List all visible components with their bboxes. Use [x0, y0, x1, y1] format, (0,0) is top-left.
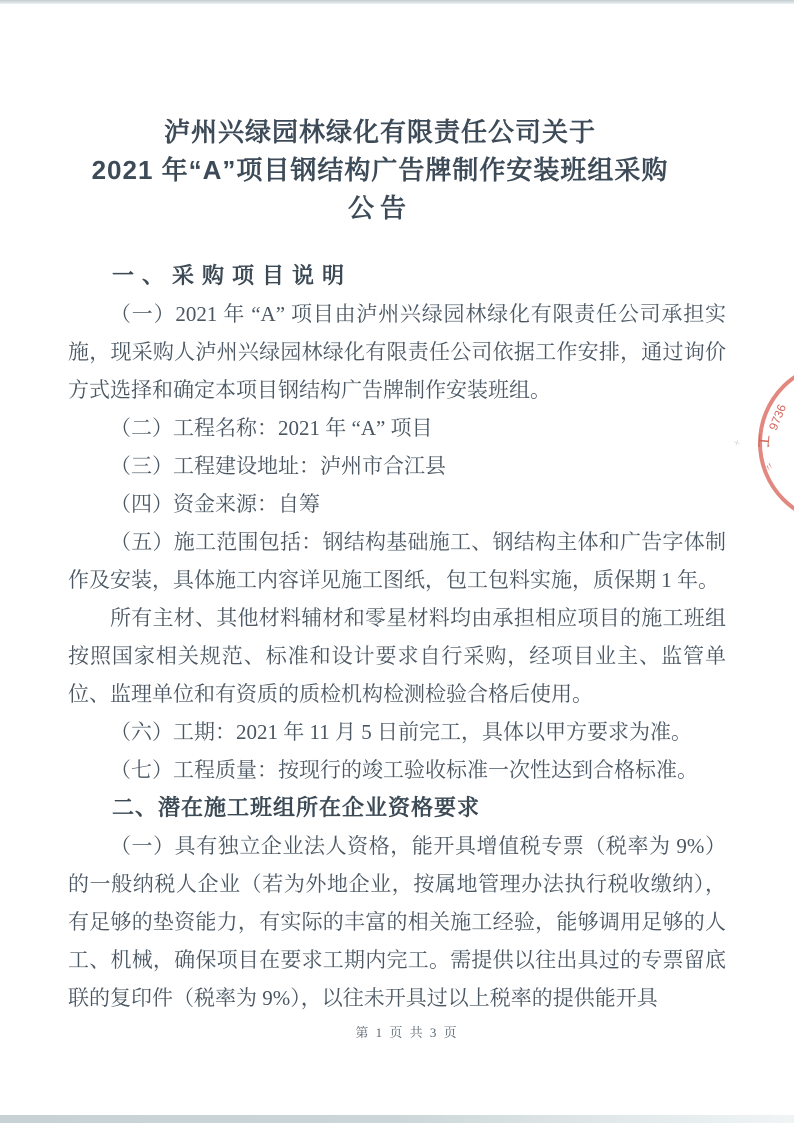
section-2-heading: 二、潜在施工班组所在企业资格要求	[112, 795, 481, 820]
section-1-paragraph-1: （一）2021 年 “A” 项目由泸州兴绿园林绿化有限责任公司承担实施，现采购人泸州兴绿园林绿化有限责任公司依据工作安排，通过询价方式选择和确定本项目钢结构广告牌制作安装班组。	[68, 302, 726, 402]
title-line-2: 2021 年“A”项目钢结构广告牌制作安装班组采购	[91, 155, 669, 186]
scan-edge-bottom	[0, 1115, 794, 1123]
document-title	[30, 113, 730, 227]
official-seal-stamp-partial	[730, 355, 794, 535]
seal-ring-arc	[758, 361, 794, 525]
section-1-paragraph-2: （二）工程名称：2021 年 “A” 项目	[110, 416, 433, 440]
section-1-paragraph-8: （七）工程质量：按现行的竣工验收标准一次性达到合格标准。	[110, 758, 698, 782]
section-1-paragraph-3: （三）工程建设地址：泸州市合江县	[110, 454, 446, 478]
section-1-heading: 一、采购项目说明	[112, 263, 353, 288]
scan-smudge-mark: +	[731, 434, 743, 451]
title-line-1: 泸州兴绿园林绿化有限责任公司关于	[163, 117, 596, 148]
seal-character: 工	[754, 433, 771, 449]
section-1-paragraph-7: （六）工期：2021 年 11 月 5 日前完工，具体以甲方要求为准。	[110, 720, 692, 744]
document-body	[68, 257, 726, 1017]
title-line-3: 公告	[347, 193, 412, 224]
seal-digits: 9736	[766, 402, 789, 433]
section-1-paragraph-5: （五）施工范围包括：钢结构基础施工、钢结构主体和广告字体制作及安装，具体施工内容详见施工图纸，包工包料实施，质保期 1 年。	[68, 530, 726, 592]
section-1-paragraph-6: 所有主材、其他材料辅材和零星材料均由承担相应项目的施工班组按照国家相关规范、标准和设计要求自行采购，经项目业主、监管单位、监理单位和有资质的质检机构检测检验合格后使用。	[68, 606, 726, 706]
seal-tick-mark: 〃	[762, 459, 779, 476]
page-number-footer: 第 1 页 共 3 页	[355, 1025, 459, 1040]
scan-edge-top	[0, 0, 794, 4]
section-1-paragraph-4: （四）资金来源：自筹	[110, 492, 320, 516]
section-2-paragraph-1: （一）具有独立企业法人资格，能开具增值税专票（税率为 9%）的一般纳税人企业（若为外地企业，按属地管理办法执行税收缴纳），有足够的垫资能力，有实际的丰富的相关施工经验，能够调用足够的人工、机械，确保项目在要求工期内完工。需提供以往出具过的专票留底联的复印件（税率为 9%），以往未开具过以上税率的提供能开具	[68, 834, 726, 1010]
